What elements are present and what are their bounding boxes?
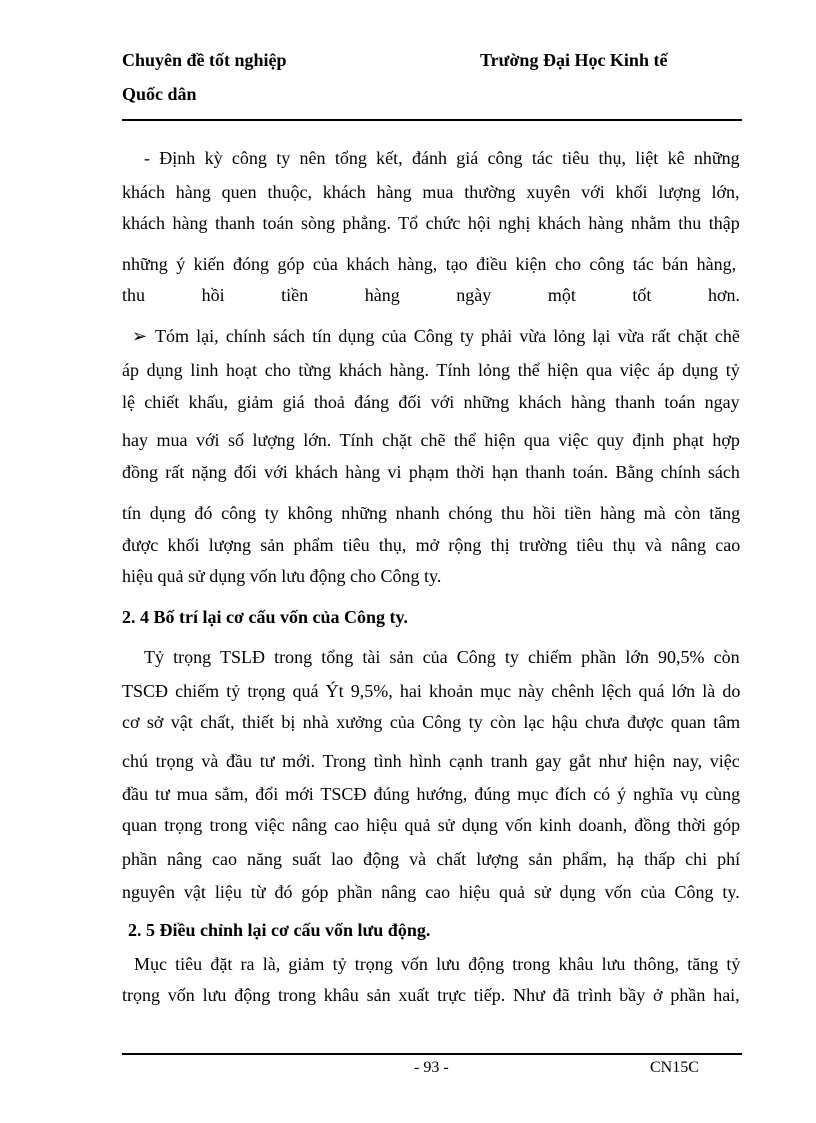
page-number: - 93 - [414, 1059, 449, 1076]
paragraph-line: đầu tư mua sắm, đổi mới TSCĐ đúng hướng, đúng mục đích có ý nghĩa vụ cùng [122, 784, 741, 804]
header-title-left: Chuyên đề tốt nghiệp [122, 50, 287, 70]
paragraph-line: Mục tiêu đặt ra là, giảm tỷ trọng vốn lưu động trong khâu lưu thông, tăng tỷ [134, 954, 741, 974]
footer-rule [122, 1053, 742, 1055]
paragraph-line: cơ sở vật chất, thiết bị nhà xưởng của Công ty còn lạc hậu chưa được quan tâm [122, 712, 741, 732]
paragraph-line: hiệu quả sử dụng vốn lưu động cho Công ty. [122, 566, 442, 586]
paragraph-line: thu hồi tiền hàng ngày một tốt hơn. [122, 285, 740, 305]
paragraph-line: trọng vốn lưu động trong khâu sản xuất trực tiếp. Như đã trình bầy ở phần hai, [122, 985, 740, 1005]
paragraph-line: được khối lượng sản phẩm tiêu thụ, mở rộng thị trường tiêu thụ và nâng cao [122, 535, 741, 555]
paragraph-line: chú trọng và đầu tư mới. Trong tình hình cạnh tranh gay gắt như hiện nay, việc [122, 751, 740, 771]
paragraph-line: khách hàng quen thuộc, khách hàng mua thường xuyên với khối lượng lớn, [122, 182, 740, 202]
paragraph-line: Tóm lại, chính sách tín dụng của Công ty phải vừa lỏng lại vừa rất chặt chẽ [155, 326, 740, 346]
paragraph-line: hay mua với số lượng lớn. Tính chặt chẽ thể hiện qua việc quy định phạt hợp [122, 430, 740, 450]
paragraph-line: đồng rất nặng đối với khách hàng vi phạm thời hạn thanh toán. Bằng chính sách [122, 462, 740, 482]
paragraph-line: những ý kiến đóng góp của khách hàng, tạo điều kiện cho công tác bán hàng, [122, 254, 737, 274]
paragraph-line: tín dụng đó công ty không những nhanh chóng thu hồi tiền hàng mà còn tăng [122, 503, 741, 523]
header-title-left-cont: Quốc dân [122, 84, 197, 104]
section-heading: 2. 4 Bố trí lại cơ cấu vốn của Công ty. [122, 607, 408, 627]
paragraph-line: Tỷ trọng TSLĐ trong tổng tài sản của Công ty chiếm phần lớn 90,5% còn [144, 647, 740, 667]
document-code: CN15C [650, 1059, 699, 1076]
paragraph-line: phần nâng cao năng suất lao động và chất lượng sản phẩm, hạ thấp chi phí [122, 849, 741, 869]
paragraph-line: nguyên vật liệu từ đó góp phần nâng cao hiệu quả sử dụng vốn của Công ty. [122, 882, 740, 902]
paragraph-line: quan trọng trong việc nâng cao hiệu quả sử dụng vốn kinh doanh, đồng thời góp [122, 815, 741, 835]
header-title-right: Trường Đại Học Kinh tế [480, 50, 668, 70]
bullet-arrow-icon: ➢ [132, 326, 148, 346]
paragraph-line: áp dụng linh hoạt cho từng khách hàng. Tính lỏng thể hiện qua việc áp dụng tỷ [122, 360, 740, 380]
paragraph-line: TSCĐ chiếm tỷ trọng quá Ýt 9,5%, hai khoản mục này chênh lệch quá lớn là do [122, 681, 741, 701]
paragraph-line: - Định kỳ công ty nên tổng kết, đánh giá công tác tiêu thụ, liệt kê những [144, 148, 740, 168]
section-heading: 2. 5 Điều chỉnh lại cơ cấu vốn lưu động. [128, 920, 431, 940]
paragraph-line: lệ chiết khấu, giảm giá thoả đáng đối với những khách hàng thanh toán ngay [122, 392, 740, 412]
paragraph-line: khách hàng thanh toán sòng phẳng. Tổ chức hội nghị khách hàng nhằm thu thập [122, 213, 740, 233]
